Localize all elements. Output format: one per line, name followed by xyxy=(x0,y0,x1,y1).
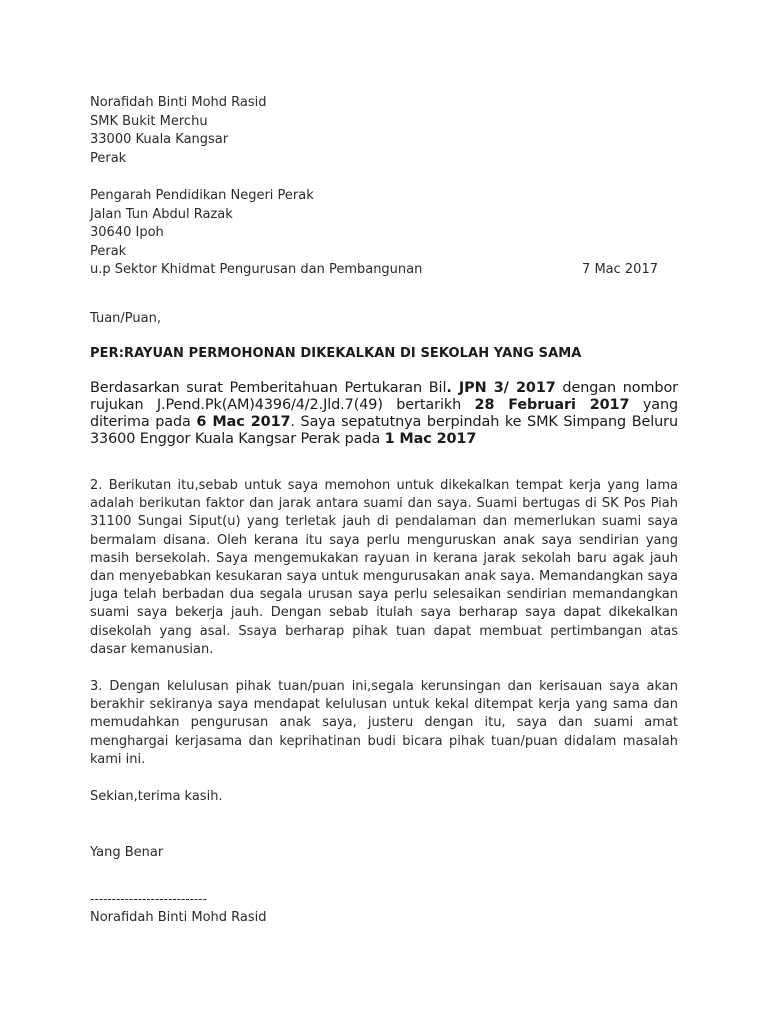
signer-name: Norafidah Binti Mohd Rasid xyxy=(90,910,267,926)
intro-bold-date-3: 1 Mac 2017 xyxy=(384,431,477,447)
intro-bold-ref: . JPN 3/ 2017 xyxy=(446,380,556,396)
recipient-address xyxy=(90,187,678,280)
closing-line: Sekian,terima kasih. xyxy=(90,789,223,805)
sender-postcode-city: 33000 Kuala Kangsar xyxy=(90,132,229,147)
sender-school: SMK Bukit Merchu xyxy=(90,113,208,129)
subject-line: PER:RAYUAN PERMOHONAN DIKEKALKAN DI SEKOLAH YANG SAMA xyxy=(90,346,582,361)
recipient-title: Pengarah Pendidikan Negeri Perak xyxy=(90,188,314,203)
sender-name: Norafidah Binti Mohd Rasid xyxy=(90,95,267,110)
attention-row xyxy=(90,261,658,280)
recipient-postcode-city: 30640 Ipoh xyxy=(90,225,164,240)
recipient-state: Perak xyxy=(90,243,127,259)
intro-bold-date-2: 6 Mac 2017 xyxy=(196,414,291,430)
intro-text-4: . Saya sepatutnya berpindah ke SMK Simpang Beluru 33600 Enggor Kuala Kangsar Perak pada xyxy=(90,414,678,447)
intro-text-1: Berdasarkan surat Pemberitahuan Pertukaran Bil xyxy=(90,380,447,396)
sender-state: Perak xyxy=(90,150,127,166)
recipient-street: Jalan Tun Abdul Razak xyxy=(90,206,233,222)
intro-bold-date-1: 28 Februari 2017 xyxy=(474,397,630,413)
yang-benar: Yang Benar xyxy=(90,844,164,860)
letter xyxy=(90,94,678,928)
intro-text-3: yang diterima pada xyxy=(90,397,679,430)
sender-address xyxy=(90,94,678,168)
intro-paragraph xyxy=(90,380,678,448)
salutation: Tuan/Puan, xyxy=(90,310,161,326)
recipient-attention: u.p Sektor Khidmat Pengurusan dan Pembangunan xyxy=(90,262,423,277)
paragraph-2: 2. Berikutan itu,sebab untuk saya memohon untuk dikekalkan tempat kerja yang lama adalah berikutan faktor dan jarak antara suami dan saya. Suami bertugas di SK Pos Piah 31100 Sungai Siput(u) yang terletak jauh di pendalaman dan memerlukan suami saya bermalam disana. Oleh kerana itu saya perlu menguruskan anak saya sendirian yang masih bersekolah. Saya mengemukakan rayuan in kerana jarak sekolah baru agak jauh dan menyebabkan kesukaran saya untuk mengurusakan anak saya. Memandangkan saya juga telah berbadan dua segala urusan saya perlu selesaikan sendirian memandangkan suami saya bekerja jauh. Dengan sebab itulah saya berharap saya dapat dikekalkan disekolah yang asal. Ssaya berharap pihak tuan dapat membuat pertimbangan atas dasar kemanusian. xyxy=(90,478,678,657)
signature-line: --------------------------- xyxy=(90,892,207,907)
letter-date: 7 Mac 2017 xyxy=(582,262,658,277)
paragraph-3: 3. Dengan kelulusan pihak tuan/puan ini,segala kerunsingan dan kerisauan saya akan berakhir sekiranya saya mendapat kelulusan untuk kekal ditempat kerja yang sama dan memudahkan pengurusan anak saya, justeru dengan itu, saya dan suami amat menghargai kerjasama dan keprihatinan budi bicara pihak tuan/puan didalam masalah kami ini. xyxy=(90,679,678,767)
intro-text-2: dengan nombor rujukan J.Pend.Pk(AM)4396/4/2.Jld.7(49) bertarikh xyxy=(90,380,678,413)
